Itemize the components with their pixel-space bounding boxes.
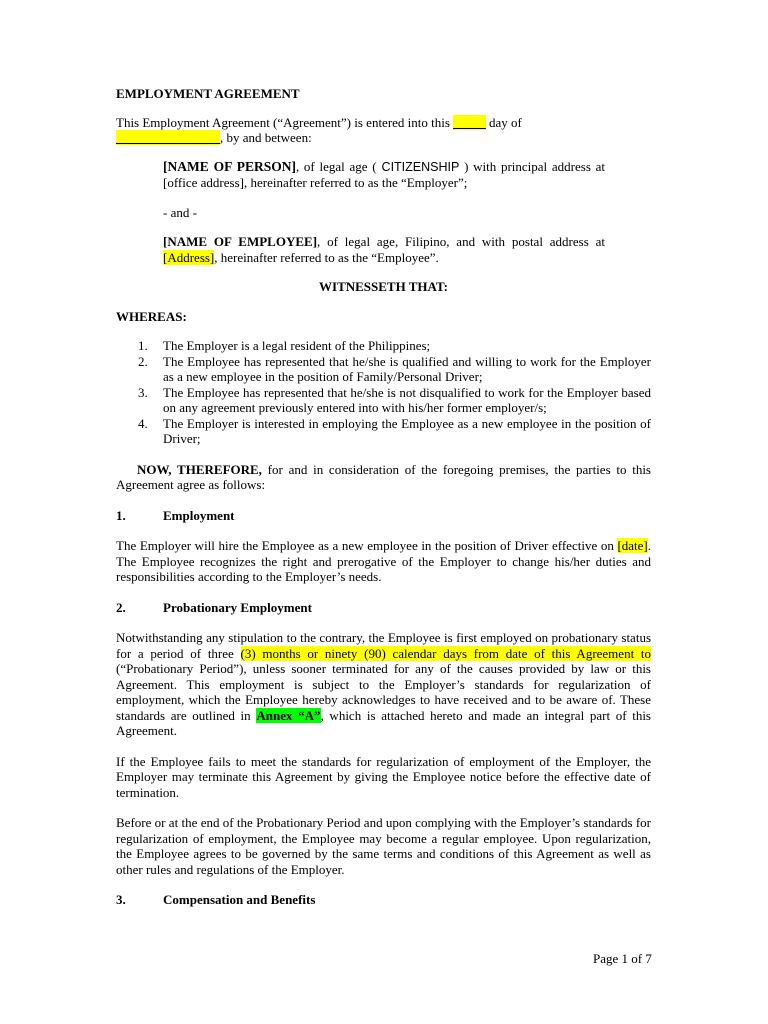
employee-text-1: , of legal age, Filipino, and with postal address at bbox=[317, 234, 605, 249]
list-text: The Employer is interested in employing the Employee as a new employee in the position of Driver; bbox=[163, 415, 651, 446]
now-therefore-paragraph bbox=[116, 462, 651, 493]
section-heading-compensation bbox=[116, 892, 651, 908]
page-number: Page 1 of 7 bbox=[593, 951, 652, 966]
probation-period: (3) months or ninety (90) calendar days from date of this Agreement to bbox=[240, 645, 652, 661]
intro-paragraph bbox=[116, 115, 651, 146]
probation-text-1: Notwithstanding any stipulation to the contrary, the Employee is first employed on probationary status for a period of three bbox=[116, 630, 651, 661]
intro-text-3: , by and between: bbox=[220, 130, 312, 145]
employer-citizenship: CITIZENSHIP bbox=[376, 159, 465, 174]
intro-text-2: day of bbox=[488, 114, 522, 130]
regularization-paragraph: Before or at the end of the Probationary Period and upon complying with the Employer’s standards for regularization of employment, the Employee may become a regular employee. Upon regularization, the Employee agrees to be governed by the same terms and conditions of this Agreement as well as other rules and regulations of the Employer. bbox=[116, 815, 651, 877]
probation-text-2: (“Probationary Period”), unless sooner terminated for any of the causes provided by law or this Agreement. This employment is subject to the Employer’s standards for regularization of employment, which the Employee hereby acknowledges to have received and to be aware of. These standards are outlined in bbox=[116, 661, 651, 723]
employer-party bbox=[163, 159, 605, 191]
now-therefore-lead: NOW, THEREFORE, bbox=[137, 461, 262, 477]
section-title: Compensation and Benefits bbox=[163, 892, 316, 907]
whereas-list bbox=[138, 338, 651, 447]
witnesseth-heading: WITNESSETH THAT: bbox=[319, 279, 448, 294]
fail-paragraph: If the Employee fails to meet the standards for regularization of employment of the Employer, the Employer may terminate this Agreement by giving the Employee notice before the effective date of termination. bbox=[116, 753, 651, 800]
list-number: 2. bbox=[138, 353, 148, 369]
employment-text-2: . The Employee recognizes the right and prerogative of the Employer to change his/her duties and responsibilities according to the Employer’s needs. bbox=[116, 538, 651, 584]
document-page bbox=[116, 86, 651, 908]
section-title: Probationary Employment bbox=[163, 599, 312, 615]
section-number: 1. bbox=[116, 507, 126, 523]
list-item bbox=[138, 385, 651, 416]
section-title: Employment bbox=[163, 507, 235, 523]
probation-text-3: , which is attached hereto and made an integral part of this Agreement. bbox=[116, 707, 651, 738]
employer-text-2: ) with principal address at [office address], hereinafter referred to as the “Employer”; bbox=[163, 158, 605, 190]
section-number: 2. bbox=[116, 599, 126, 615]
and-separator bbox=[163, 205, 605, 221]
list-text: The Employee has represented that he/she is qualified and willing to work for the Employer as a new employee in the position of Family/Personal Driver; bbox=[163, 353, 651, 384]
employer-text-1: , of legal age ( bbox=[295, 158, 377, 174]
section-number: 3. bbox=[116, 892, 126, 907]
employee-text-2: , hereinafter referred to as the “Employee”. bbox=[214, 249, 439, 265]
and-text: - and - bbox=[163, 204, 197, 220]
section-heading-probationary bbox=[116, 600, 651, 616]
list-number: 3. bbox=[138, 384, 148, 400]
employer-name: [NAME OF PERSON] bbox=[163, 158, 296, 174]
day-blank: _____ bbox=[453, 114, 486, 130]
employee-address: [Address] bbox=[163, 249, 215, 265]
now-therefore-text: for and in consideration of the foregoing premises, the parties to this Agreement agree as follows: bbox=[116, 461, 651, 492]
list-text: The Employee has represented that he/she is not disqualified to work for the Employer based on any agreement previously entered into with his/her former employer/s; bbox=[163, 384, 651, 415]
probation-paragraph bbox=[116, 630, 651, 739]
list-text: The Employer is a legal resident of the Philippines; bbox=[163, 338, 431, 353]
list-number: 1. bbox=[138, 338, 148, 353]
employment-paragraph bbox=[116, 538, 651, 585]
section-heading-employment bbox=[116, 508, 651, 524]
intro-text: This Employment Agreement (“Agreement”) is entered into this bbox=[116, 114, 450, 130]
list-item bbox=[138, 416, 651, 447]
employment-date: [date] bbox=[617, 538, 648, 553]
employment-text-1: The Employer will hire the Employee as a new employee in the position of Driver effective on bbox=[116, 538, 614, 553]
document-title: EMPLOYMENT AGREEMENT bbox=[116, 86, 300, 101]
annex-reference: Annex “A” bbox=[256, 707, 321, 723]
employee-party bbox=[163, 234, 605, 265]
list-number: 4. bbox=[138, 415, 148, 431]
month-blank: ________________ bbox=[116, 130, 220, 145]
employee-name: [NAME OF EMPLOYEE] bbox=[163, 234, 318, 249]
list-item bbox=[138, 338, 651, 354]
list-item bbox=[138, 354, 651, 385]
whereas-heading: WHEREAS: bbox=[116, 308, 187, 324]
